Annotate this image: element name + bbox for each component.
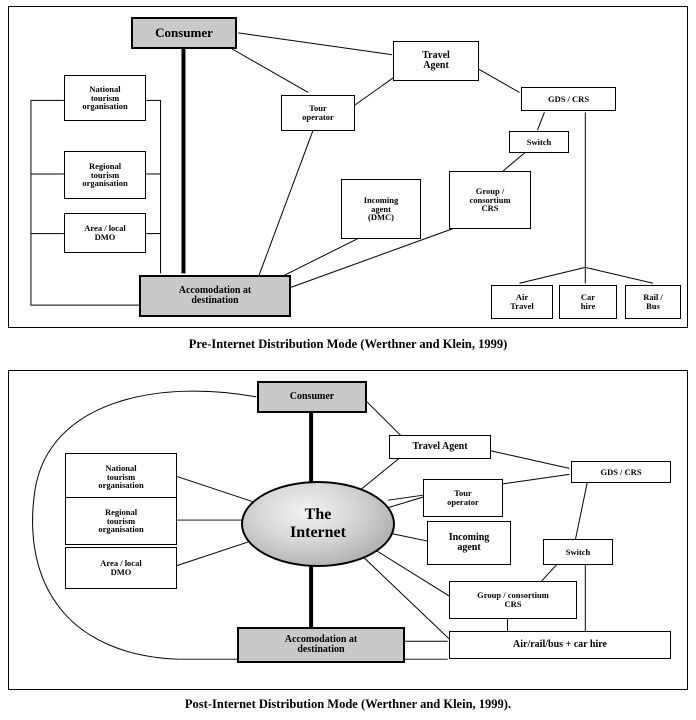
node-accomodation-at-destination: [139, 275, 291, 317]
node-national-tourism-organisation: [64, 75, 146, 121]
node-group-consortium-crs-label: Group / consortium CRS: [469, 185, 511, 214]
node-travel-agent-label: Travel Agent: [422, 49, 450, 71]
node-air-travel-label: Air Travel: [510, 292, 534, 311]
node-consumer-label: Consumer: [289, 390, 335, 402]
node-consumer: [131, 17, 237, 49]
node-national-tourism-organisation: [65, 453, 177, 501]
node-incoming-agent-label: Incoming agent (DMC): [363, 194, 399, 223]
node-national-tourism-organisation-label: National tourism organisation: [82, 83, 128, 112]
node-group-consortium-crs: [449, 581, 577, 619]
pre-internet-diagram-panel: [8, 6, 688, 328]
node-tour-operator-label: Tour operator: [447, 488, 479, 507]
node-travel-agent-label: Travel Agent: [412, 440, 468, 452]
node-switch-label: Switch: [526, 136, 552, 147]
node-car-hire-label: Car hire: [580, 292, 596, 311]
node-air-rail-bus-car-hire-label: Air/rail/bus + car hire: [513, 638, 607, 650]
node-gds-crs: [571, 461, 671, 483]
post-internet-diagram-panel: [8, 370, 688, 690]
node-accomodation-at-destination: [237, 627, 405, 663]
node-gds-crs-label: GDS / CRS: [547, 93, 590, 104]
node-regional-tourism-organisation: [64, 151, 146, 199]
node-area-local-dmo-label: Area / local DMO: [100, 558, 142, 577]
node-national-tourism-organisation-label: National tourism organisation: [98, 462, 144, 491]
node-switch: [543, 539, 613, 565]
node-regional-tourism-organisation-label: Regional tourism organisation: [82, 160, 128, 189]
pre-internet-caption: Pre-Internet Distribution Mode (Werthner and Klein, 1999): [188, 337, 508, 351]
node-switch: [509, 131, 569, 153]
node-area-local-dmo: [65, 547, 177, 589]
node-gds-crs: [521, 87, 616, 111]
node-travel-agent: [389, 435, 491, 459]
node-gds-crs-label: GDS / CRS: [600, 466, 642, 477]
node-air-rail-bus-car-hire: [449, 631, 671, 659]
node-tour-operator: [423, 479, 503, 517]
node-area-local-dmo-label: Area / local DMO: [84, 223, 126, 242]
node-switch-label: Switch: [565, 546, 591, 557]
node-rail-bus: [625, 285, 681, 319]
node-incoming-agent: [427, 521, 511, 565]
node-travel-agent: [393, 41, 479, 81]
node-the-internet: [241, 481, 395, 567]
node-tour-operator: [281, 95, 355, 131]
node-consumer-label: Consumer: [155, 25, 213, 41]
node-incoming-agent: [341, 179, 421, 239]
node-car-hire: [559, 285, 617, 319]
node-rail-bus-label: Rail / Bus: [643, 292, 663, 311]
node-air-travel: [491, 285, 553, 319]
node-the-internet-label: The Internet: [290, 506, 346, 541]
node-group-consortium-crs: [449, 171, 531, 229]
node-accomodation-at-destination-label: Accomodation at destination: [284, 633, 358, 655]
node-regional-tourism-organisation: [65, 497, 177, 545]
node-group-consortium-crs-label: Group / consortium CRS: [477, 590, 549, 609]
node-consumer: [257, 381, 367, 413]
node-tour-operator-label: Tour operator: [302, 103, 334, 122]
node-regional-tourism-organisation-label: Regional tourism organisation: [98, 506, 144, 535]
node-incoming-agent-label: Incoming agent: [448, 531, 490, 553]
node-accomodation-at-destination-label: Accomodation at destination: [178, 284, 252, 306]
node-area-local-dmo: [64, 213, 146, 253]
post-internet-caption: Post-Internet Distribution Mode (Werthner and Klein, 1999).: [184, 697, 512, 711]
